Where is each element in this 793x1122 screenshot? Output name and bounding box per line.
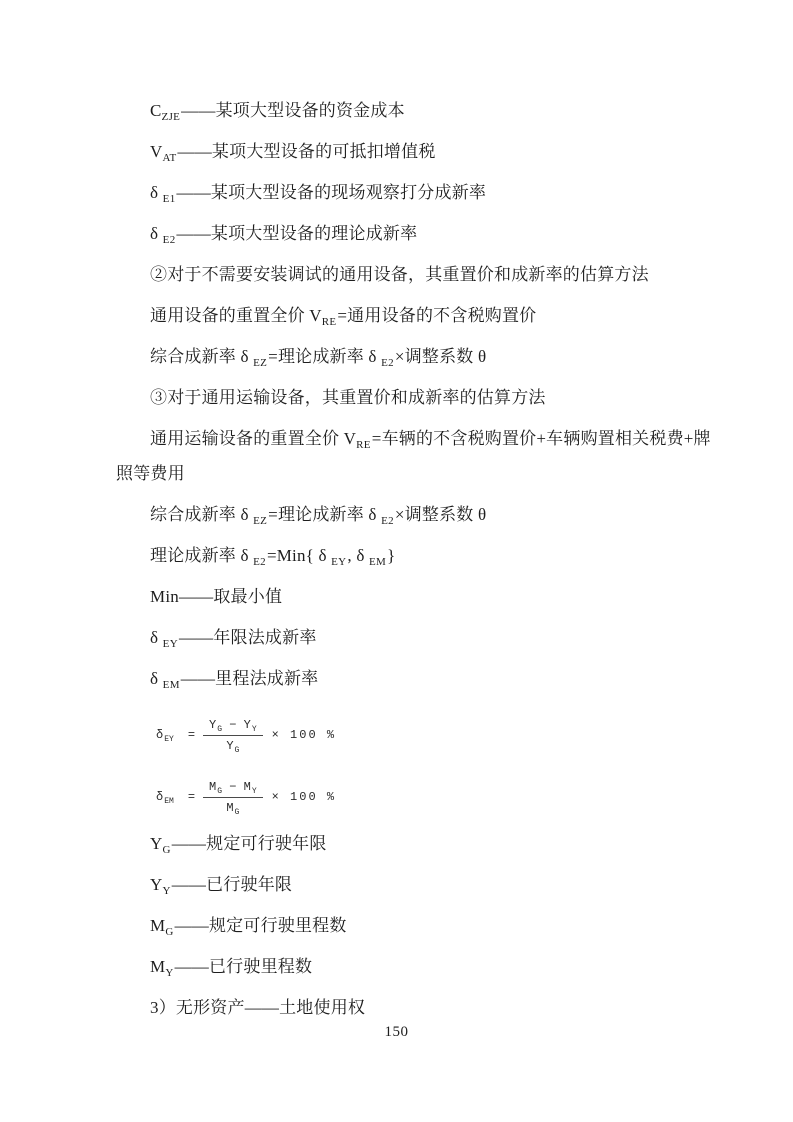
page-number: 150 <box>384 1024 409 1040</box>
theoretical-condition-rate: 理论成新率 δ $_{E2}$=Min{ δ $_{EY}$, δ $_{EM}$} <box>150 546 396 569</box>
composite-condition-rate-1: 综合成新率 δ $_{EZ}$=理论成新率 δ $_{E2}$×调整系数 θ <box>150 347 487 370</box>
def-yy: $Y_Y——$已行驶年限 <box>150 875 293 898</box>
composite-condition-rate-2: 综合成新率 δ $_{EZ}$=理论成新率 δ $_{E2}$×调整系数 θ <box>150 505 487 528</box>
def-mg: $M_G——$规定可行驶里程数 <box>150 916 347 939</box>
mileage-method-formula <box>156 765 723 829</box>
formula-multiplier: × 100 % <box>271 728 337 742</box>
def-delta-e2: δ $_{E2}$——某项大型设备的理论成新率 <box>150 224 418 247</box>
formula-multiplier: × 100 % <box>271 790 337 804</box>
def-delta-ey: δ $_{EY}$——年限法成新率 <box>150 628 317 651</box>
transport-replacement-price-line1: 通用运输设备的重置全价 $V_{RE}=$车辆的不含税购置价+车辆购置相关税费+牌 <box>150 429 711 452</box>
section-3-intangible-assets: 3）无形资产——土地使用权 <box>150 998 366 1017</box>
denominator: $Y_G$ <box>226 738 240 755</box>
page-body <box>116 100 723 1038</box>
fraction <box>203 780 263 815</box>
def-delta-e1: δ $_{E1}$——某项大型设备的现场观察打分成新率 <box>150 183 487 206</box>
numerator: $M_G - M_Y$ <box>203 780 263 798</box>
numerator: $Y_G - Y_Y$ <box>203 718 263 736</box>
item-2-general-equipment: ②对于不需要安装调试的通用设备，其重置价和成新率的估算方法 <box>150 265 649 284</box>
def-czje: $C_{ZJE}——$某项大型设备的资金成本 <box>150 101 405 124</box>
def-min: Min——取最小值 <box>150 587 283 606</box>
formula-lhs: $\delta_{EY}$ <box>156 728 174 745</box>
denominator: $M_G$ <box>226 800 240 817</box>
equals-sign: = <box>187 790 196 804</box>
fraction <box>203 718 263 753</box>
def-delta-em: δ $_{EM}$——里程法成新率 <box>150 669 319 692</box>
year-method-formula <box>156 703 723 767</box>
transport-replacement-price-line2: 照等费用 <box>116 464 185 483</box>
formula-lhs: $\delta_{EM}$ <box>156 790 174 807</box>
def-yg: $Y_G——$规定可行驶年限 <box>150 834 327 857</box>
def-vat: $V_{AT}——$某项大型设备的可抵扣增值税 <box>150 142 436 165</box>
def-my: $M_Y——$已行驶里程数 <box>150 957 313 980</box>
general-replacement-price: 通用设备的重置全价 $V_{RE}=$通用设备的不含税购置价 <box>150 306 537 329</box>
item-3-transport-equipment: ③对于通用运输设备，其重置价和成新率的估算方法 <box>150 388 546 407</box>
equals-sign: = <box>187 728 196 742</box>
